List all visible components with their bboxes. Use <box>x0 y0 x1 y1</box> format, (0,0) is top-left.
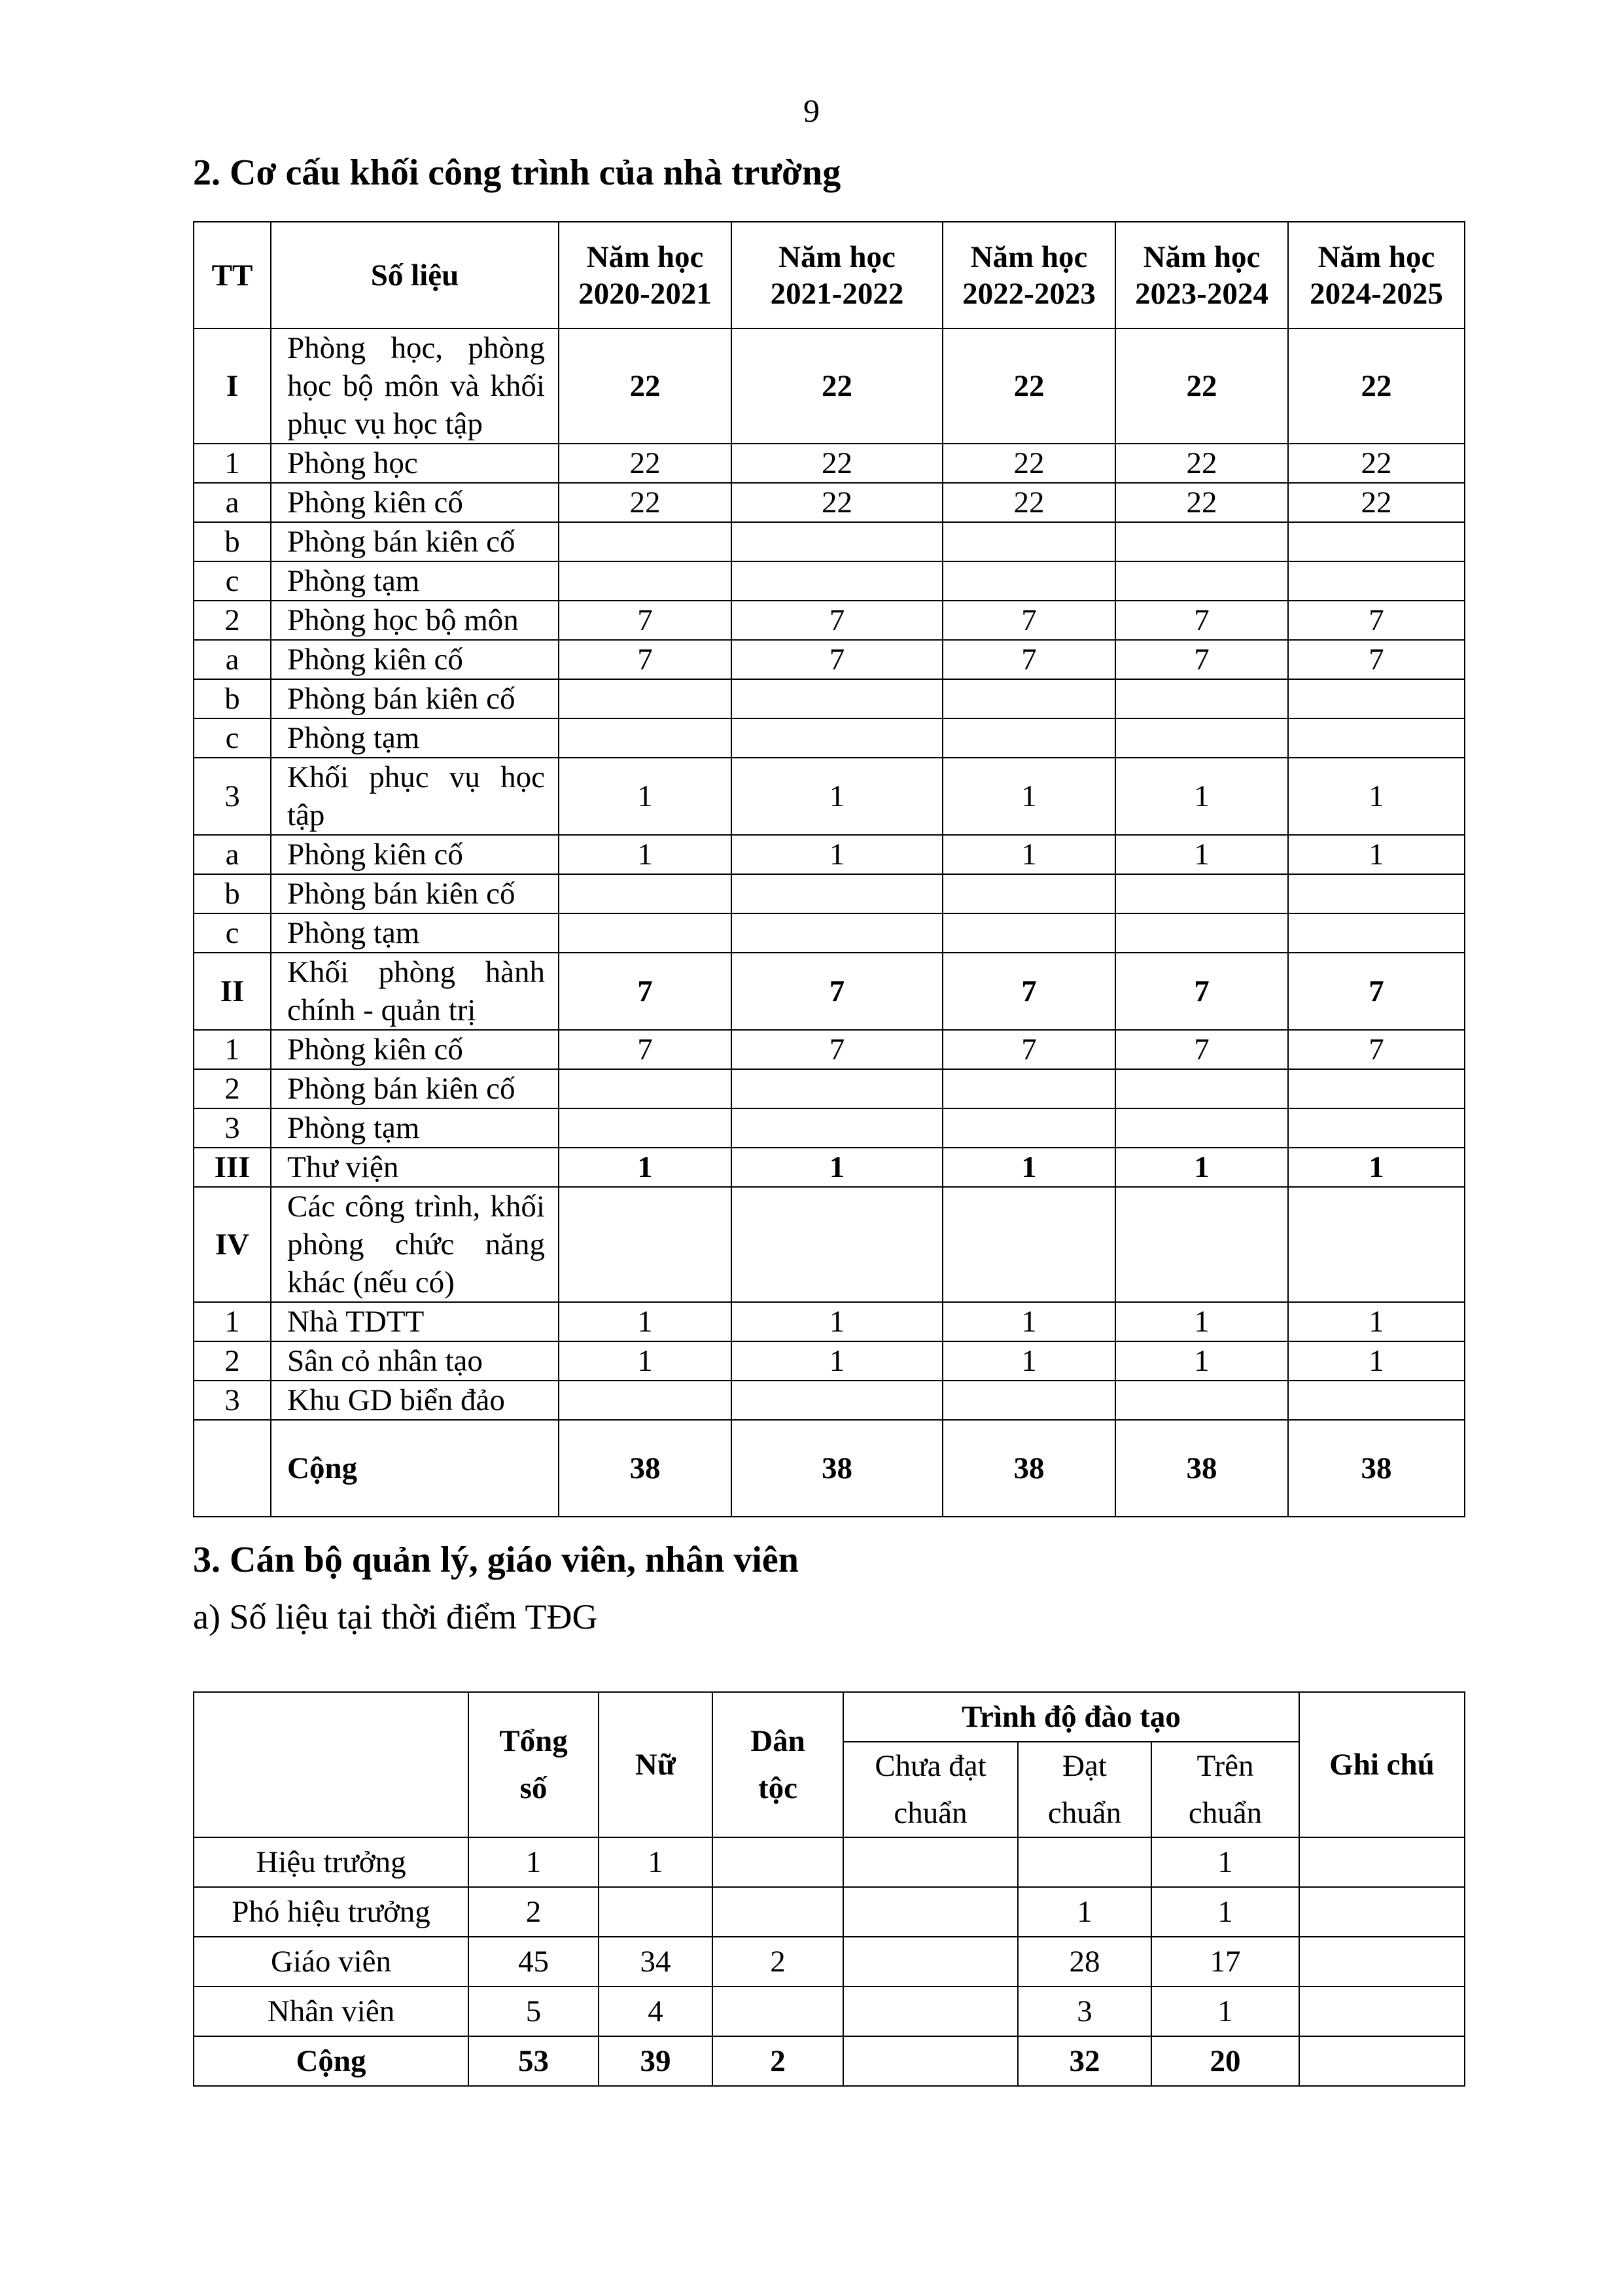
cell-role: Cộng <box>194 2036 468 2086</box>
cell-value: 1 <box>731 1148 943 1187</box>
cell-label: Phòng kiên cố <box>271 640 559 679</box>
cell-label: Phòng bán kiên cố <box>271 1069 559 1108</box>
cell-value <box>843 1837 1018 1887</box>
table-row <box>194 913 1465 953</box>
cell-value <box>559 561 731 601</box>
col-header-year: Năm học 2020-2021 <box>559 222 731 328</box>
cell-value <box>1115 1108 1288 1148</box>
table-row <box>194 1148 1465 1187</box>
cell-label: Các công trình, khối phòng chức năng khác (nếu có) <box>271 1187 559 1302</box>
cell-value: 22 <box>1115 328 1288 444</box>
cell-value: 1 <box>731 835 943 874</box>
table-row <box>194 679 1465 718</box>
cell-value <box>1018 1837 1151 1887</box>
cell-value: 1 <box>1288 835 1465 874</box>
cell-tt: 2 <box>194 601 271 640</box>
cell-label: Phòng bán kiên cố <box>271 522 559 561</box>
table-row <box>194 718 1465 758</box>
cell-value <box>1115 1069 1288 1108</box>
cell-value: 34 <box>599 1937 712 1987</box>
cell-label: Phòng bán kiên cố <box>271 874 559 913</box>
cell-value <box>943 913 1115 953</box>
cell-tt: 3 <box>194 1381 271 1420</box>
cell-tt: c <box>194 561 271 601</box>
cell-value: 22 <box>731 483 943 522</box>
cell-value: 38 <box>559 1420 731 1517</box>
table-row <box>194 1187 1465 1302</box>
cell-value: 38 <box>1288 1420 1465 1517</box>
cell-value <box>943 874 1115 913</box>
cell-label: Cộng <box>271 1420 559 1517</box>
cell-value: 1 <box>1288 1148 1465 1187</box>
col-header-above-standard: Trên chuẩn <box>1151 1742 1299 1837</box>
cell-value <box>1299 1937 1465 1987</box>
cell-value <box>943 1381 1115 1420</box>
cell-value: 1 <box>1115 1302 1288 1341</box>
cell-value: 22 <box>1288 483 1465 522</box>
cell-value: 1 <box>731 1341 943 1381</box>
cell-tt: 3 <box>194 1108 271 1148</box>
cell-value <box>731 679 943 718</box>
cell-value: 1 <box>559 835 731 874</box>
cell-value: 1 <box>599 1837 712 1887</box>
cell-value: 38 <box>731 1420 943 1517</box>
cell-value: 1 <box>943 835 1115 874</box>
cell-value: 22 <box>943 328 1115 444</box>
table-row <box>194 444 1465 483</box>
cell-value: 7 <box>559 601 731 640</box>
cell-label: Phòng học bộ môn <box>271 601 559 640</box>
table-row <box>194 640 1465 679</box>
table-row <box>194 1837 1465 1887</box>
cell-value <box>1288 1069 1465 1108</box>
cell-value <box>1115 522 1288 561</box>
cell-value <box>731 1381 943 1420</box>
col-header-year: Năm học 2021-2022 <box>731 222 943 328</box>
col-header-ethnic: Dân tộc <box>712 1692 843 1837</box>
cell-value <box>1288 874 1465 913</box>
cell-label: Phòng kiên cố <box>271 483 559 522</box>
cell-label: Phòng bán kiên cố <box>271 679 559 718</box>
table-row <box>194 328 1465 444</box>
cell-value: 7 <box>1115 953 1288 1030</box>
cell-value <box>1288 718 1465 758</box>
cell-value <box>1288 1381 1465 1420</box>
cell-role: Giáo viên <box>194 1937 468 1987</box>
cell-value: 7 <box>1115 640 1288 679</box>
cell-value: 3 <box>1018 1987 1151 2036</box>
cell-tt: a <box>194 835 271 874</box>
cell-label: Thư viện <box>271 1148 559 1187</box>
table-row <box>194 1341 1465 1381</box>
cell-value: 22 <box>731 328 943 444</box>
cell-value: 1 <box>1288 1302 1465 1341</box>
cell-tt: c <box>194 718 271 758</box>
cell-value: 1 <box>1151 1987 1299 2036</box>
cell-value: 7 <box>559 640 731 679</box>
cell-tt: II <box>194 953 271 1030</box>
table-row <box>194 483 1465 522</box>
cell-role: Nhân viên <box>194 1987 468 2036</box>
cell-value: 2 <box>712 1937 843 1987</box>
cell-value: 7 <box>1115 601 1288 640</box>
table-row <box>194 1302 1465 1341</box>
cell-value <box>731 522 943 561</box>
cell-tt: 1 <box>194 1302 271 1341</box>
cell-value: 7 <box>943 1030 1115 1069</box>
cell-value: 22 <box>559 444 731 483</box>
cell-value <box>1299 1837 1465 1887</box>
col-header-year: Năm học 2023-2024 <box>1115 222 1288 328</box>
cell-tt: 2 <box>194 1341 271 1381</box>
cell-value <box>1288 1187 1465 1302</box>
cell-value <box>559 1069 731 1108</box>
cell-value: 7 <box>943 640 1115 679</box>
cell-value: 1 <box>559 1341 731 1381</box>
cell-label: Khối phục vụ học tập <box>271 758 559 835</box>
cell-value: 1 <box>1151 1887 1299 1937</box>
col-header-data: Số liệu <box>271 222 559 328</box>
table-row <box>194 601 1465 640</box>
cell-value <box>1299 2036 1465 2086</box>
cell-value: 22 <box>943 483 1115 522</box>
table-row <box>194 758 1465 835</box>
cell-value: 1 <box>1288 1341 1465 1381</box>
cell-value <box>1115 1381 1288 1420</box>
cell-value <box>943 561 1115 601</box>
cell-label: Phòng tạm <box>271 913 559 953</box>
table-row <box>194 835 1465 874</box>
cell-tt: a <box>194 483 271 522</box>
cell-value <box>731 1108 943 1148</box>
cell-value: 1 <box>559 1302 731 1341</box>
cell-label: Phòng kiên cố <box>271 1030 559 1069</box>
cell-value: 1 <box>559 758 731 835</box>
cell-tt: I <box>194 328 271 444</box>
cell-value <box>559 1108 731 1148</box>
table-row <box>194 561 1465 601</box>
cell-value: 1 <box>731 1302 943 1341</box>
cell-value <box>1288 679 1465 718</box>
col-header-tt: TT <box>194 222 271 328</box>
table-row <box>194 2036 1465 2086</box>
cell-value <box>1115 718 1288 758</box>
col-header-below-standard: Chưa đạt chuẩn <box>843 1742 1018 1837</box>
section-3-title: 3. Cán bộ quản lý, giáo viên, nhân viên <box>193 1540 799 1580</box>
cell-value: 7 <box>559 1030 731 1069</box>
cell-value <box>1288 561 1465 601</box>
cell-value: 7 <box>1288 953 1465 1030</box>
cell-value: 4 <box>599 1987 712 2036</box>
cell-value <box>843 1987 1018 2036</box>
cell-value <box>559 679 731 718</box>
cell-value: 32 <box>1018 2036 1151 2086</box>
cell-value: 1 <box>943 1302 1115 1341</box>
col-header-meet-standard: Đạt chuẩn <box>1018 1742 1151 1837</box>
cell-value: 22 <box>559 483 731 522</box>
cell-value: 7 <box>731 640 943 679</box>
cell-value: 1 <box>1151 1837 1299 1887</box>
cell-value: 1 <box>1018 1887 1151 1937</box>
cell-value <box>943 1069 1115 1108</box>
cell-label: Khối phòng hành chính - quản trị <box>271 953 559 1030</box>
cell-value <box>843 1887 1018 1937</box>
cell-value: 22 <box>1288 328 1465 444</box>
cell-value <box>943 1187 1115 1302</box>
cell-value: 53 <box>468 2036 599 2086</box>
cell-label: Phòng tạm <box>271 561 559 601</box>
cell-value <box>843 1937 1018 1987</box>
cell-value: 1 <box>1115 1341 1288 1381</box>
cell-value <box>731 1187 943 1302</box>
header-empty <box>194 1692 468 1837</box>
cell-value: 38 <box>943 1420 1115 1517</box>
cell-value <box>559 913 731 953</box>
cell-value: 7 <box>731 1030 943 1069</box>
cell-value: 20 <box>1151 2036 1299 2086</box>
table-header-row <box>194 1692 1465 1742</box>
cell-label: Phòng học <box>271 444 559 483</box>
cell-value <box>599 1887 712 1937</box>
cell-label: Phòng tạm <box>271 1108 559 1148</box>
table-row <box>194 1937 1465 1987</box>
cell-value: 7 <box>1288 640 1465 679</box>
cell-value <box>1115 874 1288 913</box>
cell-tt: 3 <box>194 758 271 835</box>
cell-value: 7 <box>1288 1030 1465 1069</box>
table-row <box>194 1381 1465 1420</box>
col-header-total: Tổng số <box>468 1692 599 1837</box>
cell-value: 7 <box>559 953 731 1030</box>
cell-value <box>1115 913 1288 953</box>
cell-value: 1 <box>943 758 1115 835</box>
cell-value <box>1115 679 1288 718</box>
cell-tt: b <box>194 874 271 913</box>
staff-table <box>193 1691 1465 2087</box>
cell-value: 7 <box>943 601 1115 640</box>
cell-value <box>559 1187 731 1302</box>
table-row <box>194 522 1465 561</box>
cell-value <box>943 1108 1115 1148</box>
cell-value: 22 <box>731 444 943 483</box>
cell-role: Phó hiệu trưởng <box>194 1887 468 1937</box>
page-number: 9 <box>803 92 820 129</box>
col-header-training: Trình độ đào tạo <box>843 1692 1299 1742</box>
building-structure-table <box>193 221 1465 1517</box>
table-row <box>194 874 1465 913</box>
cell-tt: c <box>194 913 271 953</box>
cell-value: 22 <box>559 328 731 444</box>
cell-label: Nhà TDTT <box>271 1302 559 1341</box>
cell-tt: b <box>194 522 271 561</box>
cell-value <box>1115 561 1288 601</box>
cell-value <box>843 2036 1018 2086</box>
cell-value <box>731 874 943 913</box>
cell-value: 1 <box>731 758 943 835</box>
cell-value: 38 <box>1115 1420 1288 1517</box>
cell-value: 22 <box>943 444 1115 483</box>
cell-tt: 2 <box>194 1069 271 1108</box>
cell-value: 1 <box>1115 835 1288 874</box>
table-header-row <box>194 222 1465 328</box>
cell-value <box>559 522 731 561</box>
cell-value <box>712 1837 843 1887</box>
cell-value <box>712 1887 843 1937</box>
col-header-female: Nữ <box>599 1692 712 1837</box>
cell-value: 2 <box>712 2036 843 2086</box>
cell-value <box>943 718 1115 758</box>
cell-value <box>943 522 1115 561</box>
table-row <box>194 953 1465 1030</box>
cell-label: Khu GD biển đảo <box>271 1381 559 1420</box>
cell-label: Phòng kiên cố <box>271 835 559 874</box>
cell-tt: b <box>194 679 271 718</box>
cell-value <box>712 1987 843 2036</box>
cell-value <box>1288 1108 1465 1148</box>
cell-role: Hiệu trưởng <box>194 1837 468 1887</box>
cell-value: 1 <box>943 1341 1115 1381</box>
cell-value <box>1288 913 1465 953</box>
cell-value <box>1299 1887 1465 1937</box>
cell-value: 1 <box>1115 758 1288 835</box>
cell-label: Sân cỏ nhân tạo <box>271 1341 559 1381</box>
table-row <box>194 1108 1465 1148</box>
cell-value <box>1115 1187 1288 1302</box>
cell-value <box>1299 1987 1465 2036</box>
cell-tt: 1 <box>194 1030 271 1069</box>
cell-value: 1 <box>559 1148 731 1187</box>
cell-value <box>731 561 943 601</box>
cell-value: 2 <box>468 1887 599 1937</box>
cell-value <box>731 913 943 953</box>
cell-value: 1 <box>943 1148 1115 1187</box>
cell-value: 5 <box>468 1987 599 2036</box>
cell-value: 1 <box>1115 1148 1288 1187</box>
cell-tt: IV <box>194 1187 271 1302</box>
col-header-note: Ghi chú <box>1299 1692 1465 1837</box>
cell-value <box>731 718 943 758</box>
cell-value <box>559 1381 731 1420</box>
cell-value: 7 <box>1288 601 1465 640</box>
table-row <box>194 1987 1465 2036</box>
cell-value: 1 <box>468 1837 599 1887</box>
cell-tt: 1 <box>194 444 271 483</box>
cell-label: Phòng học, phòng học bộ môn và khối phục vụ học tập <box>271 328 559 444</box>
cell-value <box>731 1069 943 1108</box>
table-row <box>194 1420 1465 1517</box>
table-row <box>194 1887 1465 1937</box>
cell-value: 39 <box>599 2036 712 2086</box>
cell-value: 28 <box>1018 1937 1151 1987</box>
cell-value <box>943 679 1115 718</box>
cell-value: 7 <box>943 953 1115 1030</box>
section-2-title: 2. Cơ cấu khối công trình của nhà trường <box>193 152 841 193</box>
cell-value: 7 <box>731 953 943 1030</box>
table-row <box>194 1030 1465 1069</box>
cell-tt <box>194 1420 271 1517</box>
cell-value <box>559 718 731 758</box>
cell-value <box>559 874 731 913</box>
cell-value: 7 <box>1115 1030 1288 1069</box>
cell-tt: a <box>194 640 271 679</box>
cell-value: 22 <box>1288 444 1465 483</box>
cell-value: 22 <box>1115 483 1288 522</box>
cell-value: 17 <box>1151 1937 1299 1987</box>
cell-value: 7 <box>731 601 943 640</box>
cell-value: 22 <box>1115 444 1288 483</box>
table-row <box>194 1069 1465 1108</box>
cell-value: 1 <box>1288 758 1465 835</box>
cell-tt: III <box>194 1148 271 1187</box>
cell-value <box>1288 522 1465 561</box>
cell-value: 45 <box>468 1937 599 1987</box>
col-header-year: Năm học 2024-2025 <box>1288 222 1465 328</box>
col-header-year: Năm học 2022-2023 <box>943 222 1115 328</box>
section-3-subtitle: a) Số liệu tại thời điểm TĐG <box>193 1597 598 1636</box>
cell-label: Phòng tạm <box>271 718 559 758</box>
